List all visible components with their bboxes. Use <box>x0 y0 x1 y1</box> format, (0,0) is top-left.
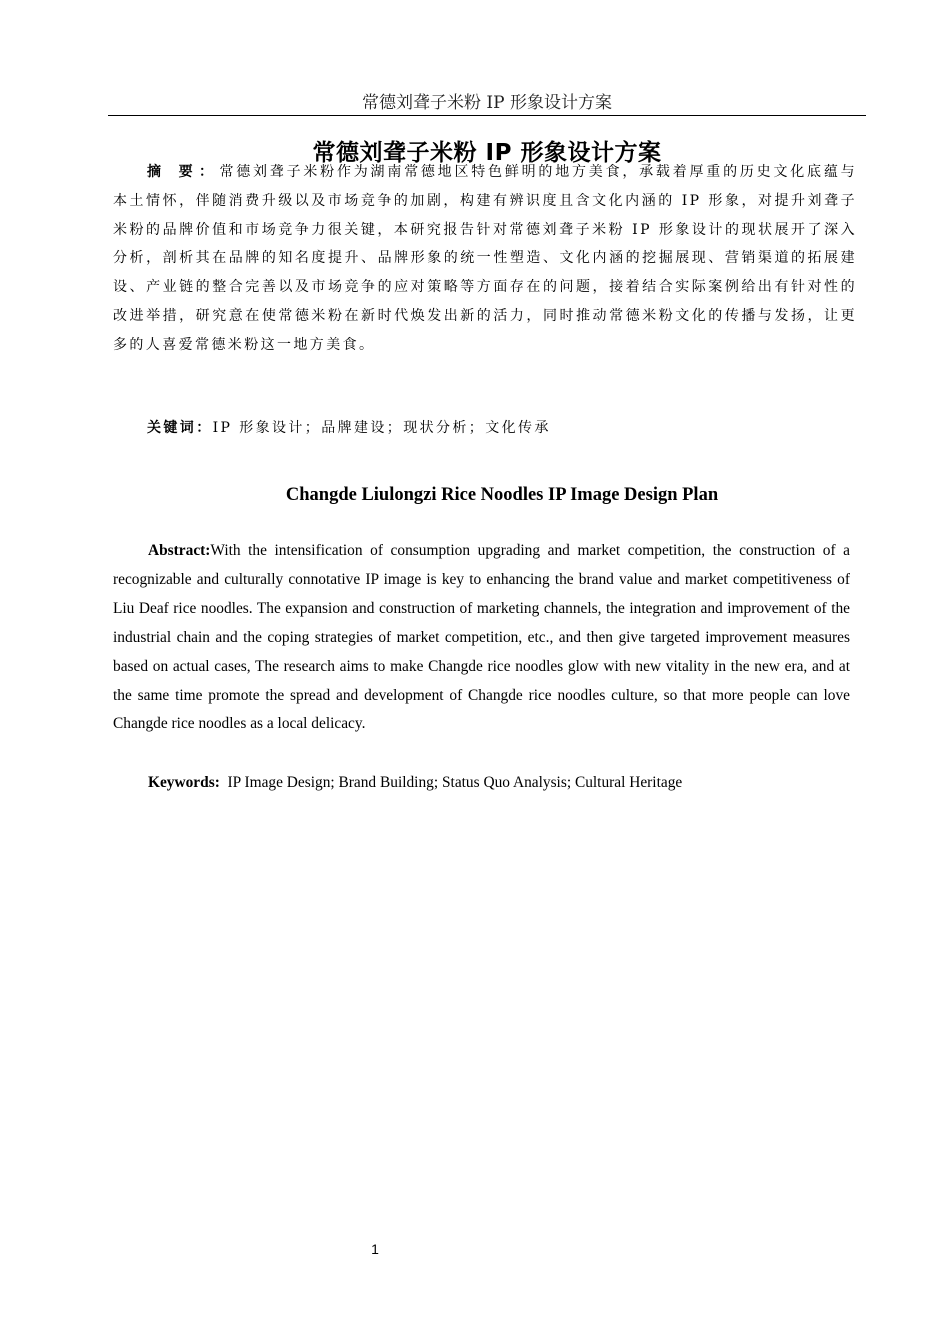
running-header: 常德刘聋子米粉 IP 形象设计方案 <box>362 93 612 113</box>
english-keywords-text: IP Image Design; Brand Building; Status Quo Analysis; Cultural Heritage <box>227 774 683 791</box>
header-rule <box>108 115 866 116</box>
english-keywords-label: Keywords: <box>148 774 220 791</box>
chinese-keywords-label: 关键词： <box>147 420 213 436</box>
chinese-abstract-label: 摘 要： <box>147 164 220 180</box>
page-number: 1 <box>371 1241 379 1257</box>
chinese-title: 常德刘聋子米粉 IP 形象设计方案 <box>312 140 662 166</box>
chinese-abstract-text: 常德刘聋子米粉作为湖南常德地区特色鲜明的地方美食，承载着厚重的历史文化底蕴与本土情怀，伴随消费升级以及市场竞争的加剧，构建有辨识度且含文化内涵的 IP 形象，对提升刘聋子米粉的品牌价值和市场竞争力很关键，本研究报告针对常德刘聋子米粉 IP 形象设计的现状展开了深入分析，剖析其在品牌的知名度提升、品牌形象的统一性塑造、文化内涵的挖掘展现、营销渠道的拓展建设、产业链的整合完善以及市场竞争的应对策略等方面存在的问题，接着结合实际案例给出有针对性的改进举措，研究意在使常德米粉在新时代焕发出新的活力，同时推动常德米粉文化的传播与发扬，让更多的人喜爱常德米粉这一地方美食。 <box>113 164 858 353</box>
chinese-abstract <box>113 158 857 360</box>
english-title: Changde Liulongzi Rice Noodles IP Image Design Plan <box>285 485 719 505</box>
english-abstract <box>113 537 850 739</box>
english-abstract-label: Abstract: <box>148 542 211 559</box>
chinese-keywords-text: IP 形象设计；品牌建设；现状分析；文化传承 <box>212 420 551 436</box>
chinese-keywords <box>147 415 551 441</box>
english-keywords <box>148 770 682 796</box>
english-abstract-text: With the intensification of consumption upgrading and market competition, the construction of a recognizable and culturally connotative IP image is key to enhancing the brand value and market competitiveness of Liu Deaf rice noodles. The expansion and construction of marketing channels, the integration and improvement of the industrial chain and the coping strategies of market competition, etc., and then give targeted improvement measures based on actual cases, The research aims to make Changde rice noodles glow with new vitality in the new era, and at the same time promote the spread and development of Changde rice noodles culture, so that more people can love Changde rice noodles as a local delicacy. <box>113 542 850 733</box>
